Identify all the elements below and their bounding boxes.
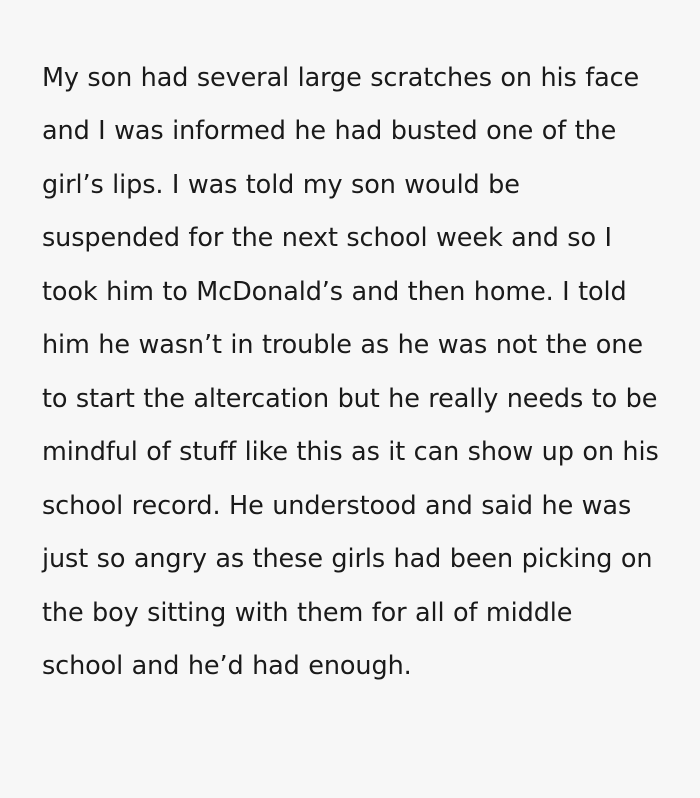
story-paragraph: My son had several large scratches on his face and I was informed he had busted one of the girl’s lips. I was told my son would be suspended for the next school week and so I took him to McDonald’s and then home. I told him he wasn’t in trouble as he was not the one to start the altercation but he really needs to be mindful of stuff like this as it can show up on his school record. He understood and said he was just so angry as these girls had been picking on the boy sitting with them for all of middle school and he’d had enough. (42, 62, 668, 681)
